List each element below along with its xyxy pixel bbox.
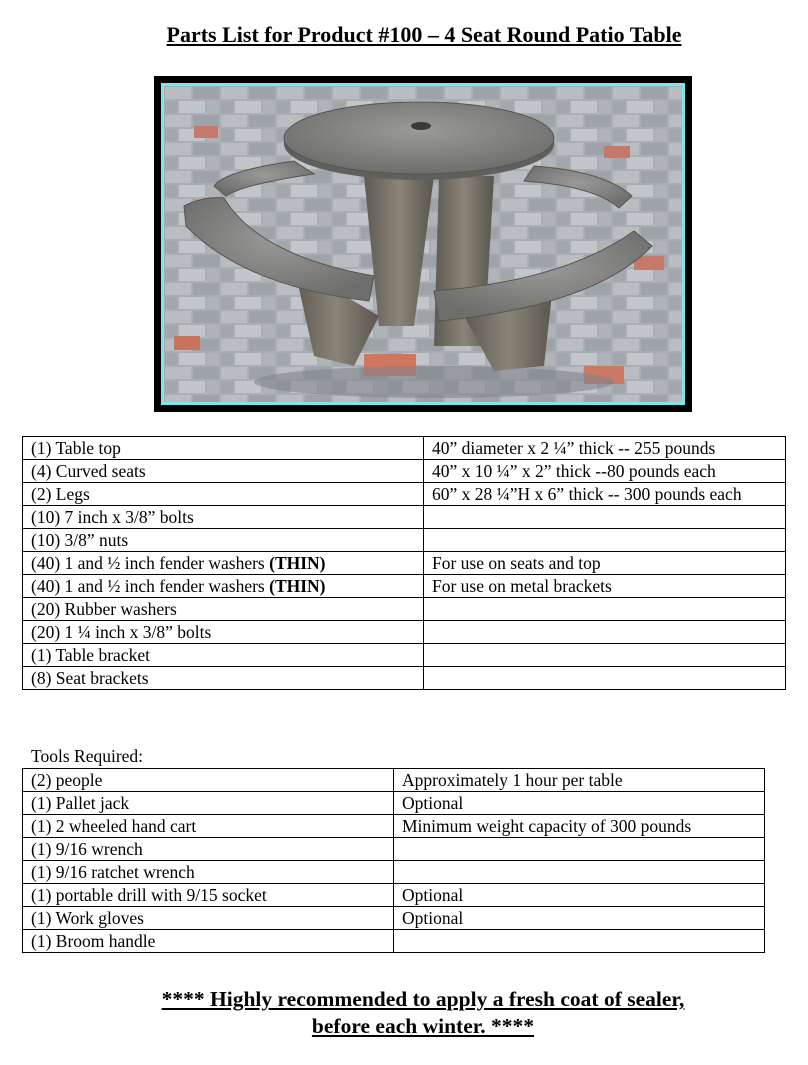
note-cell (394, 861, 765, 884)
note-cell: Optional (394, 792, 765, 815)
note-cell: Optional (394, 884, 765, 907)
patio-table-image (164, 86, 682, 402)
footer-line-2: before each winter. **** (311, 1014, 535, 1038)
item-cell (23, 575, 424, 598)
item-text: (2) people (31, 770, 103, 790)
table-row (23, 598, 786, 621)
item-cell (23, 552, 424, 575)
note-cell (394, 838, 765, 861)
product-photo (154, 76, 692, 412)
item-text: (1) Work gloves (31, 908, 144, 928)
tools-table (22, 768, 765, 953)
table-row (23, 575, 786, 598)
item-text: (1) 2 wheeled hand cart (31, 816, 197, 836)
item-cell (23, 667, 424, 690)
item-cell (23, 437, 424, 460)
table-row (23, 552, 786, 575)
table-row (23, 483, 786, 506)
item-text: (2) Legs (31, 484, 90, 504)
item-text: (1) Pallet jack (31, 793, 130, 813)
item-cell (23, 529, 424, 552)
table-row (23, 506, 786, 529)
tools-required-label: Tools Required: (31, 746, 144, 766)
item-cell (23, 506, 424, 529)
parts-table (22, 436, 786, 690)
note-cell: Approximately 1 hour per table (394, 769, 765, 792)
table-row (23, 460, 786, 483)
item-cell (23, 769, 394, 792)
table-row (23, 621, 786, 644)
footer-line-1: **** Highly recommended to apply a fresh coat of sealer, (161, 987, 685, 1011)
item-text: (40) 1 and ½ inch fender washers (31, 553, 265, 573)
item-cell (23, 884, 394, 907)
table-row (23, 884, 765, 907)
note-cell (424, 621, 786, 644)
item-text: (1) Table top (31, 438, 121, 458)
item-text: (10) 3/8” nuts (31, 530, 129, 550)
note-cell: 40” diameter x 2 ¼” thick -- 255 pounds (424, 437, 786, 460)
thin-emphasis: (THIN) (269, 553, 326, 573)
table-row (23, 529, 786, 552)
item-cell (23, 644, 424, 667)
note-cell: For use on seats and top (424, 552, 786, 575)
table-row (23, 907, 765, 930)
note-cell (424, 644, 786, 667)
note-cell (424, 529, 786, 552)
item-text: (1) Broom handle (31, 931, 156, 951)
item-text: (4) Curved seats (31, 461, 146, 481)
item-cell (23, 861, 394, 884)
item-cell (23, 598, 424, 621)
photo-border (161, 83, 685, 405)
sealer-recommendation (88, 986, 758, 1040)
note-cell: Optional (394, 907, 765, 930)
table-row (23, 644, 786, 667)
item-text: (20) 1 ¼ inch x 3/8” bolts (31, 622, 212, 642)
item-cell (23, 621, 424, 644)
note-cell (424, 598, 786, 621)
table-row (23, 861, 765, 884)
item-cell (23, 792, 394, 815)
note-cell (424, 506, 786, 529)
note-cell: 40” x 10 ¼” x 2” thick --80 pounds each (424, 460, 786, 483)
item-cell (23, 907, 394, 930)
table-row (23, 769, 765, 792)
item-cell (23, 930, 394, 953)
item-cell (23, 483, 424, 506)
item-cell (23, 838, 394, 861)
item-text: (1) 9/16 ratchet wrench (31, 862, 195, 882)
item-text: (1) Table bracket (31, 645, 150, 665)
item-text: (1) portable drill with 9/15 socket (31, 885, 267, 905)
item-text: (20) Rubber washers (31, 599, 177, 619)
item-text: (8) Seat brackets (31, 668, 149, 688)
table-row (23, 667, 786, 690)
table-row (23, 437, 786, 460)
item-cell (23, 815, 394, 838)
note-cell: 60” x 28 ¼”H x 6” thick -- 300 pounds each (424, 483, 786, 506)
table-row (23, 815, 765, 838)
item-cell (23, 460, 424, 483)
table-row (23, 838, 765, 861)
item-text: (40) 1 and ½ inch fender washers (31, 576, 265, 596)
note-cell (394, 930, 765, 953)
note-cell (424, 667, 786, 690)
note-cell: For use on metal brackets (424, 575, 786, 598)
thin-emphasis: (THIN) (269, 576, 326, 596)
note-cell: Minimum weight capacity of 300 pounds (394, 815, 765, 838)
table-row (23, 930, 765, 953)
item-text: (10) 7 inch x 3/8” bolts (31, 507, 194, 527)
table-row (23, 792, 765, 815)
item-text: (1) 9/16 wrench (31, 839, 143, 859)
page-title: Parts List for Product #100 – 4 Seat Round Patio Table (166, 22, 682, 47)
